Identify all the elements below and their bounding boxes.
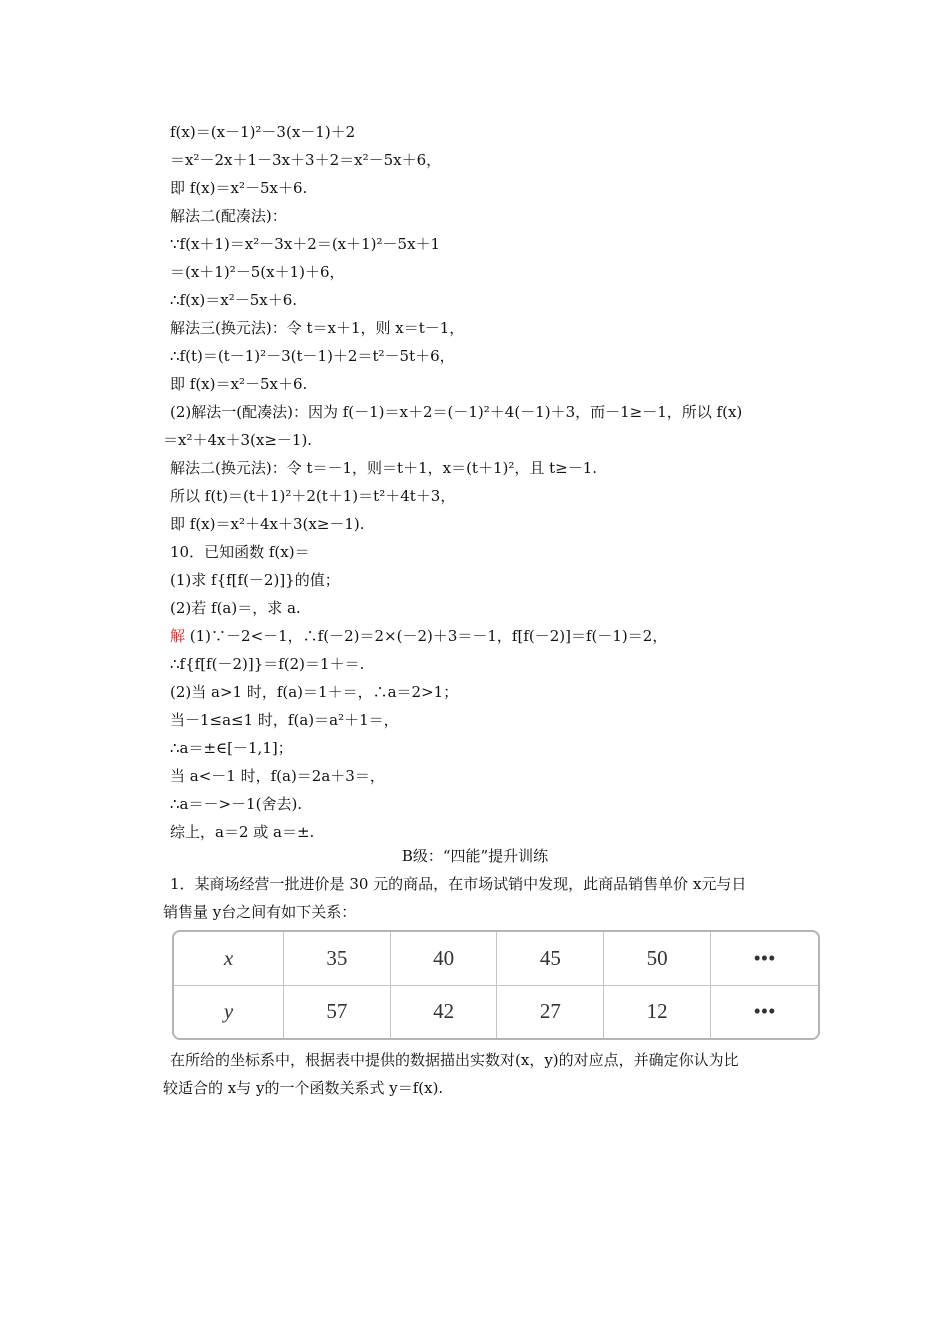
text-line: 解法三(换元法)：令 t＝x＋1，则 x＝t－1，: [170, 319, 465, 337]
text-line: f(x)＝(x－1)²－3(x－1)＋2: [170, 123, 356, 141]
text-line: 所以 f(t)＝(t＋1)²＋2(t＋1)＝t²＋4t＋3，: [170, 487, 456, 505]
table-cell: 50: [604, 932, 711, 986]
problem-1-line1: 1．某商场经营一批进价是 30 元的商品，在市场试销中发现，此商品销售单价 x元与日: [170, 875, 747, 893]
table-cell: y: [174, 986, 284, 1038]
closing-line1: 在所给的坐标系中，根据表中提供的数据描出实数对(x，y)的对应点，并确定你认为比: [170, 1051, 739, 1069]
text-line: ∴a＝－>－1(舍去).: [170, 795, 303, 813]
text-line: 解法二(换元法)：令 t＝－1，则＝t＋1，x＝(t＋1)²，且 t≥－1.: [170, 459, 598, 477]
table-cell: •••: [711, 932, 818, 986]
text-line: 当 a<－1 时，f(a)＝2a＋3＝，: [170, 767, 385, 785]
text-line: 即 f(x)＝x²＋4x＋3(x≥－1).: [170, 515, 365, 533]
text-line: ∴a＝±∈[－1,1]；: [170, 739, 293, 757]
text-line: (2)若 f(a)＝，求 a.: [170, 599, 301, 617]
text-line: ＝x²＋4x＋3(x≥－1).: [163, 431, 313, 449]
text-line: ∴f(x)＝x²－5x＋6.: [170, 291, 298, 309]
problem-10-title: 10．已知函数 f(x)＝: [170, 543, 310, 561]
text-line: 即 f(x)＝x²－5x＋6.: [170, 179, 308, 197]
table-cell: 42: [391, 986, 498, 1038]
data-table: [172, 930, 820, 1040]
text-line: 当－1≤a≤1 时，f(a)＝a²＋1＝，: [170, 711, 399, 729]
table-row: [174, 986, 818, 1038]
answer-first-line: [170, 626, 667, 646]
text-line: ∴f{f[f(－2)]}＝f(2)＝1＋＝.: [170, 655, 365, 673]
table-cell: 40: [391, 932, 498, 986]
table-cell: 57: [284, 986, 391, 1038]
text-line: (2)解法一(配凑法)：因为 f(－1)＝x＋2＝(－1)²＋4(－1)＋3，而－1≥－1，所以 f(x): [170, 403, 743, 421]
table-cell: x: [174, 932, 284, 986]
text-line: ＝(x＋1)²－5(x＋1)＋6，: [170, 263, 345, 281]
table-cell: 45: [497, 932, 604, 986]
table-cell: 35: [284, 932, 391, 986]
text-line: ∴f(t)＝(t－1)²－3(t－1)＋2＝t²－5t＋6，: [170, 347, 455, 365]
table-row: [174, 932, 818, 986]
section-title: B级：“四能”提升训练: [401, 847, 549, 865]
text-line: ∵f(x＋1)＝x²－3x＋2＝(x＋1)²－5x＋1: [170, 235, 441, 253]
text-line: (2)当 a>1 时，f(a)＝1＋＝，∴a＝2>1；: [170, 683, 459, 701]
text-line: ＝x²－2x＋1－3x＋3＋2＝x²－5x＋6，: [170, 151, 442, 169]
closing-line2: 较适合的 x与 y的一个函数关系式 y＝f(x).: [163, 1079, 444, 1097]
answer-text: (1)∵－2<－1，∴f(－2)＝2×(－2)＋3＝－1，f[f(－2)]＝f(－1)＝2，: [185, 627, 668, 645]
table-cell: •••: [753, 999, 776, 1024]
text-line: 即 f(x)＝x²－5x＋6.: [170, 375, 308, 393]
text-line: (1)求 f{f[f(－2)]}的值；: [170, 571, 340, 589]
answer-mark: 解: [170, 627, 186, 645]
table-cell: 12: [604, 986, 711, 1038]
text-line: 解法二(配凑法)：: [170, 207, 287, 225]
text-line: 综上，a＝2 或 a＝±.: [170, 823, 315, 841]
table-cell: 27: [497, 986, 604, 1038]
problem-1-line2: 销售量 y台之间有如下关系：: [163, 903, 357, 921]
